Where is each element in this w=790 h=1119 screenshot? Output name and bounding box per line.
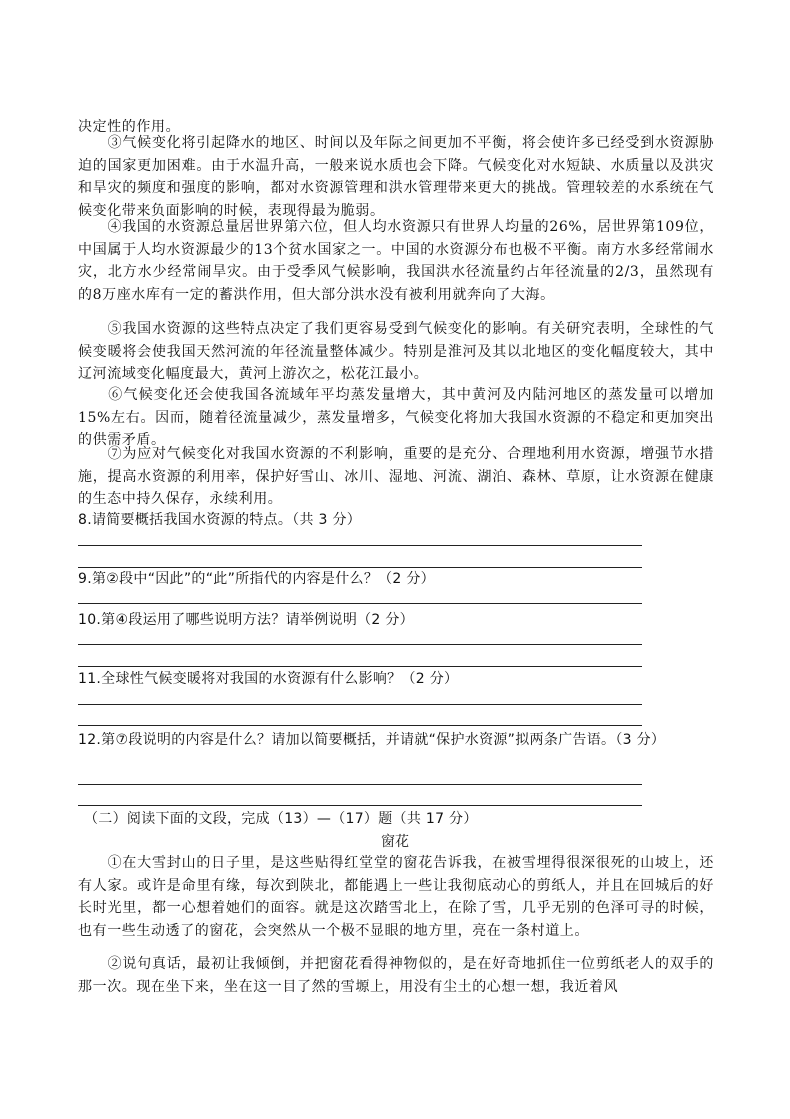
paragraph-3: ③气候变化将引起降水的地区、时间以及年际之间更加不平衡，将会使许多已经受到水资源胁迫的国家更加困难。由于水温升高，一般来说水质也会下降。气候变化对水短缺、水质量以及洪灾和旱灾的频度和强度的影响，都对水资源管理和洪水管理带来更大的挑战。管理较差的水系统在气候变化带来负面影响的时候，表现得最为脆弱。: [78, 135, 714, 219]
answer-line[interactable]: [78, 725, 642, 726]
question-8: 8.请简要概括我国水资源的特点。（共 3 分）: [78, 512, 362, 528]
answer-line[interactable]: [78, 666, 642, 667]
article-title: 窗花: [381, 834, 409, 850]
paragraph-6: ⑥气候变化还会使我国各流域年平均蒸发量增大，其中黄河及内陆河地区的蒸发量可以增加15%左右。因而，随着径流量减少，蒸发量增多，气候变化将加大我国水资源的不稳定和更加突出的供需矛盾。: [78, 387, 714, 449]
answer-line[interactable]: [78, 603, 642, 604]
paragraph-7: ⑦为应对气候变化对我国水资源的不利影响，重要的是充分、合理地利用水资源，增强节水措施，提高水资源的利用率，保护好雪山、冰川、湿地、河流、湖泊、森林、草原，让水资源在健康的生态中持久保存，永续利用。: [78, 446, 714, 508]
section-heading: （二）阅读下面的文段，完成（13）—（17）题（共 17 分）: [84, 811, 478, 827]
question-9: 9.第②段中“因此”的“此”所指代的内容是什么？（2 分）: [78, 571, 435, 587]
article-paragraph-2: ②说句真话，最初让我倾倒，并把窗花看得神物似的，是在好奇地抓住一位剪纸老人的双手的那一次。现在坐下来，坐在这一目了然的雪塬上，用没有尘土的心想一想，我近着风: [78, 956, 714, 995]
answer-line[interactable]: [78, 704, 642, 705]
article-paragraph-1: ①在大雪封山的日子里，是这些贴得红堂堂的窗花告诉我，在被雪埋得很深很死的山坡上，还有人家。或许是命里有缘，每次到陕北，都能遇上一些让我彻底动心的剪纸人，并且在回城后的好长时光里，都一心想着她们的面容。就是这次踏雪北上，在除了雪，几乎无别的色泽可寻的时候，也有一些生动透了的窗花，会突然从一个极不显眼的地方里，亮在一条村道上。: [78, 855, 714, 939]
answer-line[interactable]: [78, 805, 642, 806]
paragraph-5: ⑤我国水资源的这些特点决定了我们更容易受到气候变化的影响。有关研究表明，全球性的气候变暖将会使我国天然河流的年径流量整体减少。特别是淮河及其以北地区的变化幅度较大，其中辽河流域变化幅度最大，黄河上游次之，松花江最小。: [78, 321, 714, 383]
paragraph-continuation: 决定性的作用。: [78, 119, 181, 135]
answer-line[interactable]: [78, 545, 642, 546]
answer-line[interactable]: [78, 644, 642, 645]
paragraph-4: ④我国的水资源总量居世界第六位，但人均水资源只有世界人均量的26%，居世界第109位，中国属于人均水资源最少的13个贫水国家之一。中国的水资源分布也极不平衡。南方水多经常闹水灾，北方水少经常闹旱灾。由于受季风气候影响，我国洪水径流量约占年径流量的2/3，虽然现有的8万座水库有一定的蓄洪作用，但大部分洪水没有被利用就奔向了大海。: [78, 219, 714, 303]
question-12: 12.第⑦段说明的内容是什么？请加以简要概括，并请就“保护水资源”拟两条广告语。（3 分）: [78, 732, 666, 748]
answer-line[interactable]: [78, 784, 642, 785]
question-10: 10.第④段运用了哪些说明方法？请举例说明（2 分）: [78, 612, 414, 628]
question-11: 11.全球性气候变暖将对我国的水资源有什么影响？（2 分）: [78, 671, 459, 687]
